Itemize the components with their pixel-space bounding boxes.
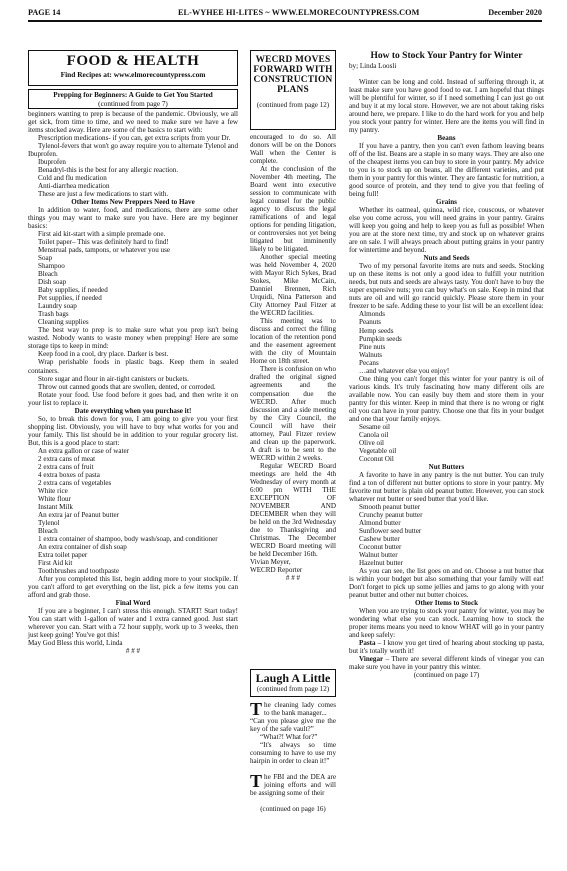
section-subtitle: Find Recipes at: www.elmorecountypress.com	[60, 70, 206, 79]
article-title: WECRD MOVES FORWARD WITH CONSTRUCTION PLANS	[253, 55, 333, 95]
paragraph: The best way to prep is to make sure what you prep isn't being wasted. Nobody wants to waste money when prepping! Here are some storage tips to keep in mind:	[28, 326, 238, 351]
paragraph: WECRD Reporter	[250, 565, 303, 574]
list-item: Vegetable oil	[359, 446, 397, 455]
list-item: 2 extra cans of fruit	[38, 462, 94, 471]
paragraph: As you can see, the list goes on and on. Choose a nut butter that is within your budget but also something that your family will eat! Don't forget to pick up some jellies and jams to go along with your peanut butter and other nut butter choices.	[349, 566, 544, 600]
paragraph: So, to break this down for you, I am going to give you your first shopping list. Obviously, you will have to buy what works for you and your family. This list should be in addition to your regular grocery list. But, this is a good place to start:	[28, 414, 238, 447]
joke-line: “It's always so time consuming to have to use my hairpin in order to clean it!”	[250, 741, 336, 766]
list-item: Almond butter	[359, 518, 401, 527]
paragraph: At the conclusion of the November 4th meeting, The Board went into executive session to communicate with legal counsel for the public agency to discuss the legal ramifications of and legal options for pending litigation, or controversies not yet being litigated but imminently likely to be litigated.	[250, 165, 336, 254]
list-item: Cold and flu medication	[38, 174, 107, 183]
column-pantry	[349, 51, 544, 679]
section-heading: Grains	[436, 198, 457, 207]
list-item: Hemp seeds	[359, 326, 394, 335]
article-title: Laugh A Little	[255, 671, 331, 685]
food-health-banner	[28, 50, 238, 86]
list-item: Olive oil	[359, 438, 385, 447]
paragraph: In addition to water, food, and medications, there are some other things you may want to make sure you have. Here are my beginner basics:	[28, 206, 238, 231]
paragraph: A favorite to have in any pantry is the nut butter. You can truly find a ton of different nut butter options to store in your pantry. My favorite nut butter is plain old peanut butter. However, you can stock whatever nut butter or seed butter that you'd like.	[349, 470, 544, 503]
continued-on: (continued on page 16)	[260, 805, 326, 814]
list-item: 4 extra boxes of pasta	[38, 470, 100, 479]
continued-from: (continued from page 7)	[98, 99, 168, 108]
section-heading: Beans	[437, 134, 456, 143]
publication-title: EL-WYHEE HI-LITES ~ WWW.ELMORECOUNTYPRESS.COM	[178, 8, 420, 17]
article-kicker	[28, 89, 238, 109]
paragraph: (continued on page 17)	[413, 671, 480, 680]
list-item: Almonds	[359, 310, 386, 319]
list-item: Dish soap	[38, 278, 67, 287]
paragraph: # # #	[285, 573, 301, 582]
paragraph: If you have a pantry, then you can't even fathom leaving beans off of the list. Beans are a staple in so many ways. They are also one of the cheapest items you can buy to store in your pantry. My advice to you is to stock up on beans, all the different varieties, and put them in your pantry for this winter. They are fantastic for nutrition, a good source of protein, and they tend to give you that feeling of being full!	[349, 142, 544, 199]
list-item: White rice	[38, 486, 68, 495]
paragraph: Store sugar and flour in air-tight canisters or buckets.	[38, 374, 189, 383]
issue-date: December 2020	[488, 8, 542, 17]
paragraph: Whether its oatmeal, quinoa, wild rice, couscous, or whatever else you come across, you will need grains in your pantry. Grains will keep you going and help to keep you as full as possible! When you are at the store next time, try and stock up on whatever grains are on sale. I will always preach about putting grains in your pantry for wintertime and beyond.	[349, 206, 544, 255]
list-item: Anti-diarrhea medication	[38, 182, 110, 191]
list-item: Ibuprofen	[38, 158, 66, 167]
list-item: Toilet paper– This was definitely hard to find!	[38, 238, 169, 247]
section-heading: Nuts and Seeds	[423, 254, 470, 263]
list-item: Walnut butter	[359, 550, 398, 559]
list-item: …and whatever else you enjoy!	[359, 366, 450, 375]
list-item: White flour	[38, 494, 71, 503]
page-number: PAGE 14	[28, 8, 61, 17]
list-item: Canola oil	[359, 430, 389, 439]
list-item: Pecans	[359, 358, 379, 367]
paragraph: May God Bless this world, Linda	[28, 639, 123, 648]
list-item: Pumpkin seeds	[359, 334, 402, 343]
column-laugh	[250, 701, 336, 813]
section-heading: Final Word	[115, 598, 151, 607]
paragraph: One thing you can't forget this winter for your pantry is oil of various kinds. It's truly fascinating how many different oils are available now. You can easily buy them and store them in your pantry for this winter. Keep in mind that there is no wrong or right oil you can have in your pantry. Choose one that fits in your budget and one that your family enjoys.	[349, 374, 544, 423]
list-item: Tylenol	[38, 518, 60, 527]
list-item: Shampoo	[38, 262, 65, 271]
list-item: An extra container of dish soap	[38, 542, 127, 551]
joke-paragraph: The cleaning lady comes to the bank manager...	[250, 699, 336, 719]
section-heading: Nut Butters	[428, 462, 465, 471]
list-item: Sesame oil	[359, 422, 390, 431]
list-item: Cashew butter	[359, 534, 400, 543]
list-item: Cleaning supplies	[38, 318, 89, 327]
paragraph: Rotate your food. Use food before it goes bad, and then write it on your list to replace it.	[28, 390, 238, 407]
paragraph: Pasta – I know you get tired of hearing about stocking up pasta, but it's totally worth it!	[349, 639, 544, 656]
list-item: Pet supplies, if needed	[38, 294, 102, 303]
list-item: Walnuts	[359, 350, 383, 359]
drop-cap: T	[250, 771, 263, 792]
list-item: Extra toilet paper	[38, 550, 88, 559]
list-item: An extra jar of Peanut butter	[38, 510, 119, 519]
continued-from: (continued from page 12)	[256, 101, 330, 109]
laugh-headline-box	[250, 669, 336, 697]
list-item: Sunflower seed butter	[359, 526, 422, 535]
column-wecrd	[250, 133, 336, 582]
joke-line: “Can you please give me the key of the safe vault?”	[250, 717, 336, 734]
paragraph: Prescription medications- if you can, get extra scripts from your Dr.	[38, 134, 231, 143]
paragraph: beginners wanting to prep is because of the pandemic. Obviously, we all get sick, from time to time, and we need to make sure we have a few items stocked away. Here are some of the basics to start with:	[28, 110, 238, 135]
joke-line: “What?! What for?”	[260, 733, 318, 742]
header-rule	[28, 20, 542, 22]
list-item: Hazelnut butter	[359, 558, 403, 567]
paragraph: Throw out canned goods that are swollen, dented, or corroded.	[38, 382, 216, 391]
list-item: Menstrual pads, tampons, or whatever you use	[38, 246, 170, 255]
section-heading: Other Items to Stock	[414, 599, 479, 608]
paragraph: After you completed this list, begin adding more to your stockpile. If you can't afford to get everything on the list, pick a few items you can afford and grab those.	[28, 574, 238, 599]
article-body	[349, 78, 544, 679]
paragraph: This meeting was to discuss and correct the filing location of the retention pond and the easement agreement with the city of Mountain Home on 18th street.	[250, 317, 336, 366]
list-item: First Aid kit	[38, 558, 73, 567]
list-item: 1 extra container of shampoo, body wash/soap, and conditioner	[38, 534, 218, 543]
joke-paragraph: The FBI and the DEA are joining efforts and will be assigning some of their	[250, 771, 336, 798]
article-title: Prepping for Beginners: A Guide to Get You Started	[53, 91, 213, 99]
article-title: How to Stock Your Pantry for Winter	[370, 51, 523, 61]
wecrd-headline-box	[250, 50, 336, 130]
paragraph: Tylenol-fevers that won't go away require you to alternate Tylenol and Ibuprofen.	[28, 142, 238, 159]
list-item: Instant Milk	[38, 502, 73, 511]
list-item: Laundry soap	[38, 302, 77, 311]
list-item: Pine nuts	[359, 342, 386, 351]
paragraph: Regular WECRD Board meetings are held the 4th Wednesday of every month at 6:00 pm WITH THE EXCEPTION OF NOVEMBER AND DECEMBER when they will be held on the 3rd Wednesday due to Thanksgiving and Christmas. The December WECRD Board meeting will be held December 16th.	[250, 461, 336, 558]
list-item: Bleach	[38, 526, 58, 535]
paragraph: There is confusion on who drafted the original signed agreements and the compensation due the WECRD. After much discussion and a side meeting by the City Council, the Council will have their attorney, Paul Fitzer review and clean up the paperwork. A draft is to be sent to the WECRD within 2 weeks.	[250, 365, 336, 462]
list-item: 2 extra cans of vegetables	[38, 478, 112, 487]
paragraph: encouraged to do so. All donors will be on the Donors Wall when the Center is complete.	[250, 133, 336, 166]
list-item: Peanuts	[359, 318, 382, 327]
list-item: Benadryl-this is the best for any allergic reaction.	[38, 166, 179, 175]
paragraph: Vivian Meyer,	[250, 557, 291, 566]
list-item: Trash bags	[38, 310, 69, 319]
list-item: Baby supplies, if needed	[38, 286, 108, 295]
paragraph: # # #	[125, 647, 141, 656]
paragraph: When you are trying to stock your pantry for winter, you may be wondering what else you can stock. Learning how to stock the proper items means you need to know WHAT will go in your pantry and keep safely:	[349, 607, 544, 640]
list-item: 2 extra cans of meat	[38, 454, 96, 463]
paragraph: Two of my personal favorite items are nuts and seeds. Stocking up on these items is not only a good idea to fulfill your nutrition needs, but nuts and seeds are always tasty. You don't have to buy the super expensive nuts; you can buy what's on sale. Keep in mind that nuts are oil and will go rancid quickly. Please store them in your freezer to be safe. Adding these to your list will be an excellent idea:	[349, 262, 544, 311]
list-item: These are just a few medications to start with.	[38, 190, 169, 199]
paragraph: If you are a beginner, I can't stress this enough. START! Start today! You can start with 1-gallon of water and 1 extra canned good. Just start wherever you can. Start with a 72 hour supply, work up to 3 weeks, then just keep going! You've got this!	[28, 606, 238, 640]
drop-cap: T	[250, 699, 263, 719]
list-item: First aid kit-start with a simple premade one.	[38, 230, 166, 239]
section-title: FOOD & HEALTH	[66, 53, 200, 69]
paragraph: Winter can be long and cold. Instead of suffering through it, at least make sure you have good food to eat. I am hopeful that things will be plentiful for winter, so if I need something I can just go out and buy it at my local store. However, we are not about taking risks around here, we prepare. I like to do the hard work for you and help you stock your pantry for winter. Here are the items you will find in my pantry.	[349, 78, 544, 135]
page-header	[28, 6, 542, 20]
list-item: Coconut Oil	[359, 454, 394, 463]
paragraph: Wrap perishable foods in plastic bags. Keep them in sealed containers.	[28, 358, 238, 375]
continued-from: (continued from page 12)	[256, 685, 330, 693]
section-heading: Date everything when you purchase it!	[74, 406, 192, 415]
column-prepping	[28, 110, 238, 655]
section-heading: Other Items New Preppers Need to Have	[71, 198, 195, 207]
list-item: Smooth peanut butter	[359, 502, 421, 511]
paragraph: Another special meeting was held November 4, 2020 with Mayor Rich Sykes, Brad Stokes, Mike McCain, Danniel Brennen, Rich Urquidi, Nina Patterson and City Attorney Paul Fitzer at the WECRD facilities.	[250, 253, 336, 318]
list-item: Toothbrushes and toothpaste	[38, 566, 120, 575]
list-item: Coconut butter	[359, 542, 402, 551]
byline: by; Linda Loosli	[349, 62, 397, 70]
paragraph: Vinegar – There are several different kinds of vinegar you can make sure you have in your pantry this winter.	[349, 655, 544, 672]
paragraph: Keep food in a cool, dry place. Darker is best.	[38, 350, 169, 359]
list-item: Bleach	[38, 270, 58, 279]
list-item: Crunchy peanut butter	[359, 510, 423, 519]
list-item: Soap	[38, 254, 53, 263]
list-item: An extra gallon or case of water	[38, 446, 129, 455]
